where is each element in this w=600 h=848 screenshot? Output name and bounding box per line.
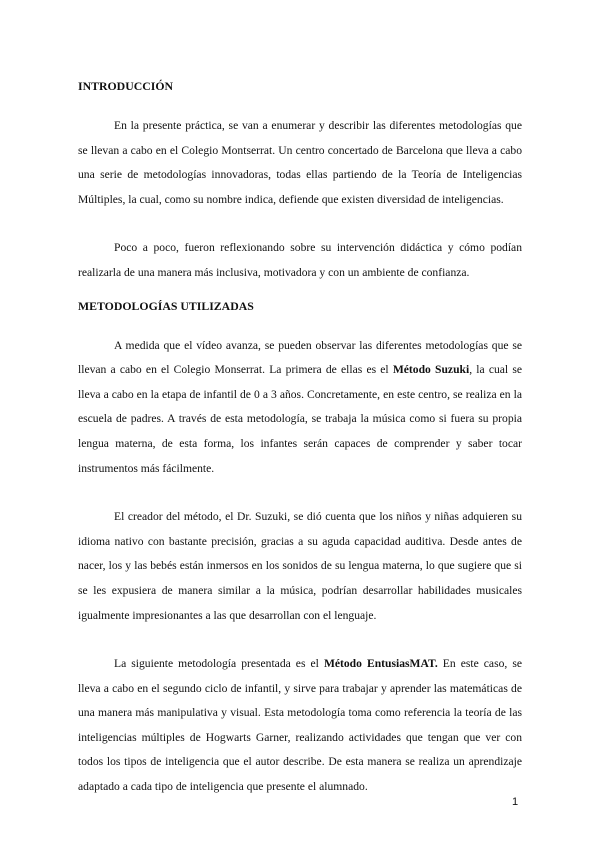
paragraph-text: La siguiente metodología presentada es el — [114, 657, 324, 671]
method-suzuki-bold: Método Suzuki — [392, 363, 470, 377]
paragraph-text: Poco a poco, fueron reflexionando sobre su intervención didáctica y cómo podían realizarla de una manera más inclusiva, motivadora y con un ambiente de confianza. — [78, 241, 522, 279]
paragraph-intro-1 — [78, 114, 522, 212]
paragraph-entusiasmat — [78, 652, 522, 800]
paragraph-intro-2 — [78, 236, 522, 285]
paragraph-text: En la presente práctica, se van a enumerar y describir las diferentes metodologías que se llevan a cabo en el Colegio Montserrat. Un centro concertado de Barcelona que lleva a cabo una serie de metodologías innovadoras, todas ellas partiendo de la Teoría de Inteligencias Múltiples, la cual, como su nombre indica, defiende que existen diversidad de inteligencias. — [78, 119, 522, 206]
method-entusiasmat-bold: Método EntusiasMAT. — [323, 657, 438, 671]
heading-metodologias: METODOLOGÍAS UTILIZADAS — [78, 298, 254, 313]
paragraph-text: En este caso, se lleva a cabo en el segundo ciclo de infantil, y sirve para trabajar y aprender las matemáticas de una manera más manipulativa y visual. Esta metodología toma como referencia la teoría de las inteligencias múltiples de Hogwarts Garner, realizando actividades que tengan que ver con todos los tipos de inteligencia que el autor describe. De esta manera se realiza un aprendizaje adaptado a cada tipo de inteligencia que presente el alumnado. — [78, 657, 522, 794]
document-page — [78, 74, 522, 800]
paragraph-suzuki — [78, 334, 522, 482]
paragraph-text: El creador del método, el Dr. Suzuki, se dió cuenta que los niños y niñas adquieren su idioma nativo con bastante precisión, gracias a su aguda capacidad auditiva. Desde antes de nacer, los y las bebés están inmersos en los sonidos de su lengua materna, lo que sugiere que si se les expusiera de manera similar a la música, podrían desarrollar habilidades musicales igualmente impresionantes a las que desarrollan con el lenguaje. — [78, 510, 522, 622]
page-number: 1 — [512, 796, 519, 808]
paragraph-text: , la cual se lleva a cabo en la etapa de infantil de 0 a 3 años. Concretamente, en este centro, se realiza en la escuela de padres. A través de esta metodología, se trabaja la música como si fuera su propia lengua materna, de esta forma, los infantes serán capaces de comprender y saber tocar instrumentos más fácilmente. — [78, 363, 522, 475]
paragraph-dr-suzuki — [78, 505, 522, 628]
paragraph-text: A medida que el vídeo avanza, se pueden observar las diferentes metodologías que se llevan a cabo en el Colegio Monserrat. La primera de ellas es el — [78, 338, 522, 377]
heading-introduccion: INTRODUCCIÓN — [78, 79, 174, 93]
